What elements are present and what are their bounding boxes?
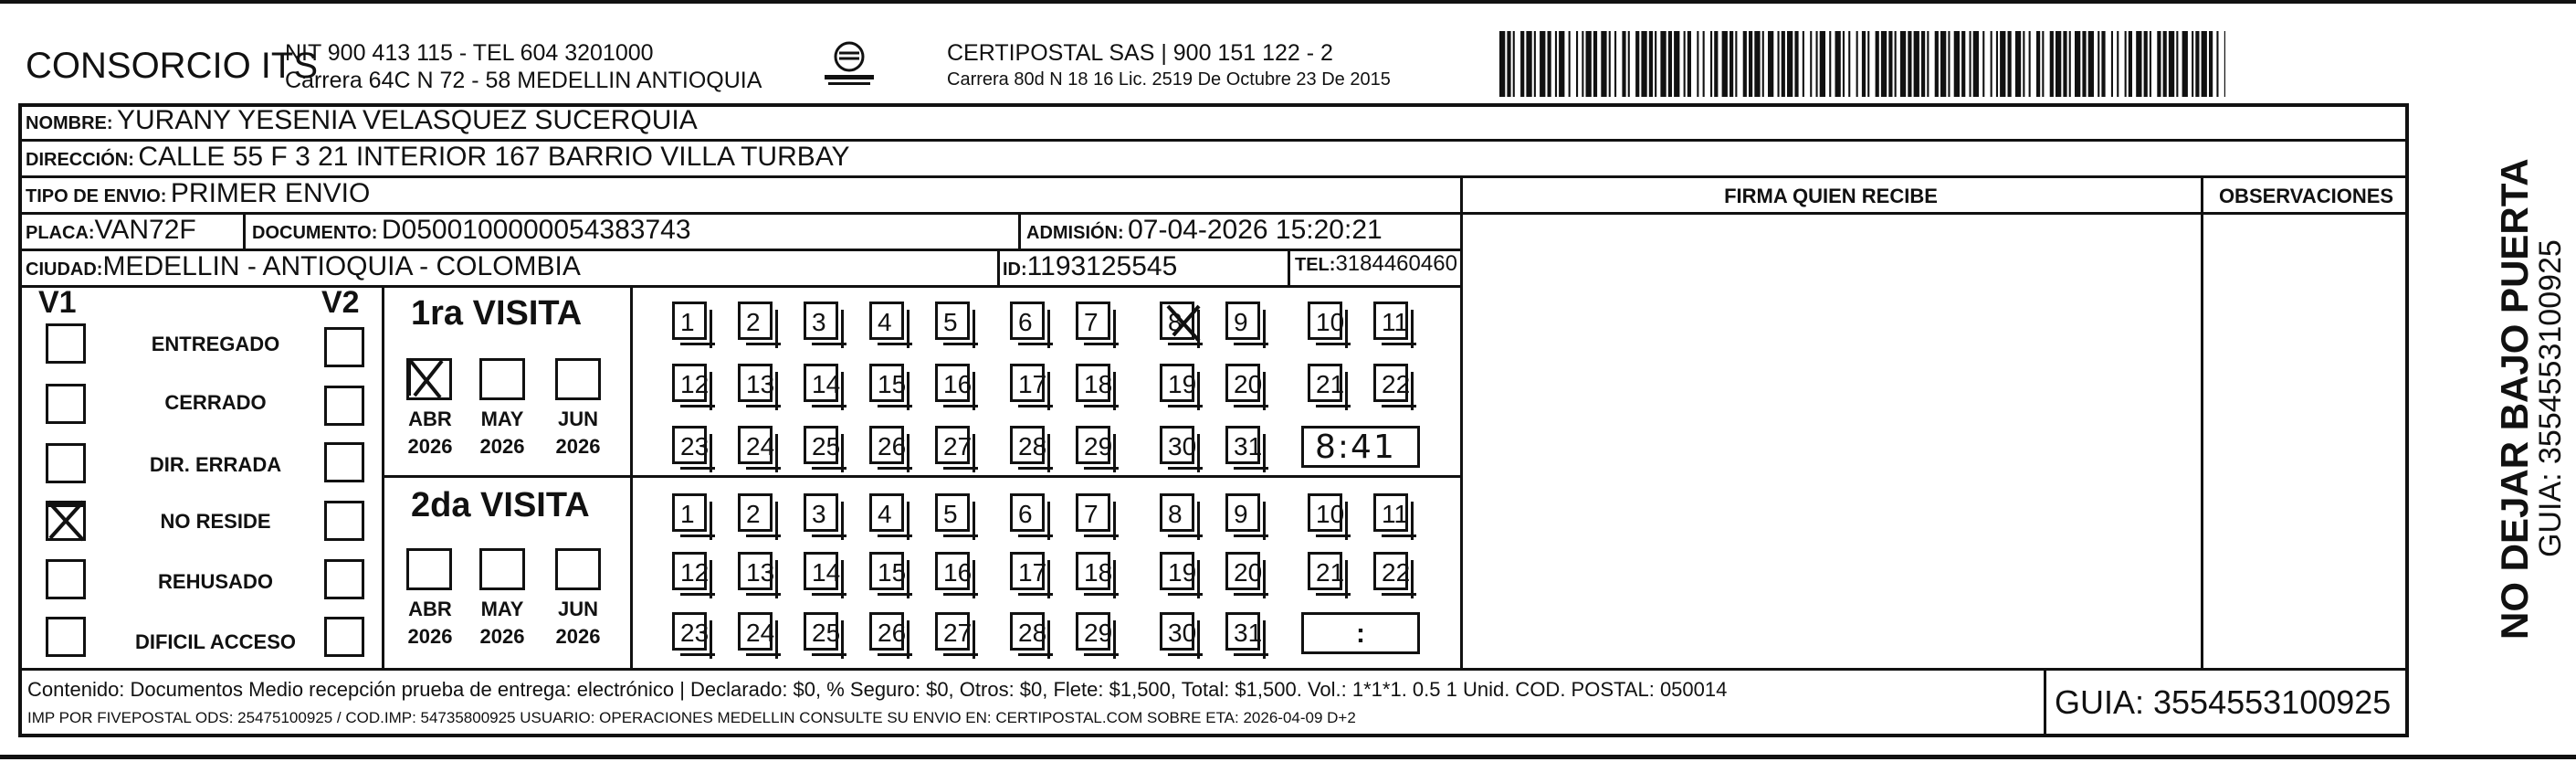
month-label: JUN bbox=[557, 407, 598, 430]
barcode-bar bbox=[1635, 31, 1639, 97]
v1-checkbox[interactable] bbox=[46, 559, 86, 599]
second-visit-time: : bbox=[1356, 619, 1365, 649]
first-visit-month-jun[interactable] bbox=[555, 358, 601, 400]
second-visit-day-box[interactable]: 15 bbox=[869, 552, 904, 590]
first-visit-day-box[interactable]: 19 bbox=[1160, 364, 1194, 402]
barcode-bar bbox=[1513, 31, 1515, 97]
month-label: JUN bbox=[557, 598, 598, 620]
company-name: CONSORCIO ITS bbox=[26, 46, 319, 86]
barcode-bar bbox=[2182, 31, 2188, 97]
carrier-address: Carrera 80d N 18 16 Lic. 2519 De Octubre 23 De 2015 bbox=[947, 69, 1391, 90]
barcode-bar bbox=[1710, 31, 1712, 97]
second-visit-month-may[interactable] bbox=[479, 548, 525, 590]
year-label: 2026 bbox=[407, 625, 453, 648]
v2-checkbox[interactable] bbox=[324, 559, 364, 599]
barcode-bar bbox=[2129, 31, 2132, 97]
barcode-bar bbox=[1816, 31, 1818, 97]
second-visit-day-box[interactable]: 20 bbox=[1225, 552, 1260, 590]
barcode-bar bbox=[2176, 31, 2178, 97]
barcode-bar bbox=[2015, 31, 2021, 97]
second-visit-day-box[interactable]: 14 bbox=[804, 552, 838, 590]
first-visit-day-box[interactable]: 2 bbox=[738, 302, 773, 340]
first-visit-day-box[interactable]: 22 bbox=[1373, 364, 1408, 402]
side-no-dejar-bajo-puerta: NO DEJAR BAJO PUERTA bbox=[2493, 158, 2536, 640]
first-visit-day-box[interactable]: 15 bbox=[869, 364, 904, 402]
v2-header: V2 bbox=[321, 285, 360, 320]
barcode-bar bbox=[1856, 31, 1858, 97]
barcode-bar bbox=[1743, 31, 1747, 97]
barcode-bar bbox=[1684, 31, 1686, 97]
row-divider bbox=[18, 175, 2409, 178]
barcode-bar bbox=[1900, 31, 1906, 97]
barcode-bar bbox=[1668, 31, 1672, 97]
barcode-bar bbox=[1555, 31, 1557, 97]
first-visit-day-box[interactable]: 16 bbox=[935, 364, 970, 402]
barcode-bar bbox=[2063, 31, 2066, 97]
first-visit-day-box[interactable]: 6 bbox=[1010, 302, 1045, 340]
first-visit-day-box[interactable]: 7 bbox=[1076, 302, 1110, 340]
top-border bbox=[0, 0, 2576, 4]
barcode-bar bbox=[1787, 31, 1793, 97]
v1-checkbox-no-reside[interactable] bbox=[46, 501, 86, 541]
barcode-bar bbox=[2050, 31, 2054, 97]
observaciones-header: OBSERVACIONES bbox=[2218, 185, 2394, 207]
barcode-bar bbox=[1927, 31, 1929, 97]
first-visit-day-box[interactable]: 24 bbox=[738, 426, 773, 464]
barcode-bar bbox=[1940, 31, 1946, 97]
barcode-bar bbox=[1991, 31, 1992, 97]
barcode-bar bbox=[2082, 31, 2086, 97]
second-visit-day-box[interactable]: 16 bbox=[935, 552, 970, 590]
second-visit-day-box[interactable]: 4 bbox=[869, 493, 904, 532]
direccion-field: DIRECCIÓN: CALLE 55 F 3 21 INTERIOR 167 BARRIO VILLA TURBAY bbox=[26, 142, 850, 172]
month-label: ABR bbox=[408, 407, 452, 430]
barcode-bar bbox=[1730, 31, 1733, 97]
v2-checkbox[interactable] bbox=[324, 442, 364, 482]
first-visit-day-box[interactable]: 26 bbox=[869, 426, 904, 464]
barcode-bar bbox=[2136, 31, 2141, 97]
barcode-bar bbox=[1526, 31, 1531, 97]
barcode-bar bbox=[1534, 31, 1536, 97]
second-visit-day-box[interactable]: 19 bbox=[1160, 552, 1194, 590]
visit-divider bbox=[382, 475, 1461, 478]
barcode-bar bbox=[2069, 31, 2071, 97]
year-label: 2026 bbox=[555, 435, 601, 458]
imp-text: IMP POR FIVEPOSTAL ODS: 25475100925 / COD.IMP: 54735800925 USUARIO: OPERACIONES MEDELLIN CONSULTE SU ENVIO EN: CERTIPOSTAL.COM SOBRE ETA: 2026-04-09 D+2 bbox=[27, 709, 1356, 726]
second-visit-day-box[interactable]: 31 bbox=[1225, 612, 1260, 651]
second-visit-time-box[interactable] bbox=[1301, 612, 1420, 654]
year-label: 2026 bbox=[555, 625, 601, 648]
barcode-bar bbox=[2209, 31, 2213, 97]
barcode-bar bbox=[2169, 31, 2174, 97]
first-visit-day-box[interactable]: 31 bbox=[1225, 426, 1260, 464]
second-visit-month-jun[interactable] bbox=[555, 548, 601, 590]
second-visit-day-box[interactable]: 7 bbox=[1076, 493, 1110, 532]
first-visit-day-box[interactable]: 25 bbox=[804, 426, 838, 464]
second-visit-day-box[interactable]: 29 bbox=[1076, 612, 1110, 651]
v2-checkbox[interactable] bbox=[324, 617, 364, 657]
barcode-bar bbox=[1961, 31, 1965, 97]
barcode-bar bbox=[2098, 31, 2099, 97]
barcode-bar bbox=[1569, 31, 1571, 97]
barcode-bar bbox=[1660, 31, 1666, 97]
first-visit-time-box[interactable] bbox=[1301, 426, 1420, 468]
barcode-bar bbox=[1499, 31, 1505, 97]
barcode-bar bbox=[1703, 31, 1705, 97]
first-visit-day-box[interactable]: 29 bbox=[1076, 426, 1110, 464]
barcode-bar bbox=[2192, 31, 2193, 97]
barcode-bar bbox=[1848, 31, 1850, 97]
barcode-bar bbox=[2144, 31, 2148, 97]
second-visit-day-box[interactable]: 25 bbox=[804, 612, 838, 651]
first-visit-day-box[interactable]: 5 bbox=[935, 302, 970, 340]
barcode-bar bbox=[1996, 31, 1998, 97]
status-cerrado: CERRADO bbox=[164, 391, 267, 414]
firma-header: FIRMA QUIEN RECIBE bbox=[1724, 185, 1938, 207]
barcode-bar bbox=[1935, 31, 1939, 97]
first-visit-day-box[interactable]: 27 bbox=[935, 426, 970, 464]
barcode-bar bbox=[1622, 31, 1625, 97]
barcode-bar bbox=[1559, 31, 1564, 97]
barcode-bar bbox=[1507, 31, 1510, 97]
barcode-bar bbox=[1820, 31, 1825, 97]
barcode-bar bbox=[1722, 31, 1728, 97]
barcode bbox=[1499, 31, 2225, 97]
col-divider bbox=[1018, 212, 1021, 249]
nombre-field: NOMBRE: YURANY YESENIA VELASQUEZ SUCERQUIA bbox=[26, 105, 698, 135]
barcode-bar bbox=[2125, 31, 2127, 97]
second-visit-day-box[interactable]: 22 bbox=[1373, 552, 1408, 590]
first-visit-day-box[interactable]: 12 bbox=[672, 364, 707, 402]
barcode-bar bbox=[1921, 31, 1925, 97]
second-visit-day-box[interactable]: 12 bbox=[672, 552, 707, 590]
second-visit-day-box[interactable]: 17 bbox=[1010, 552, 1045, 590]
barcode-bar bbox=[2111, 31, 2113, 97]
barcode-bar bbox=[2195, 31, 2199, 97]
second-visit-day-box[interactable]: 26 bbox=[869, 612, 904, 651]
second-visit-day-box[interactable]: 5 bbox=[935, 493, 970, 532]
barcode-bar bbox=[2029, 31, 2031, 97]
v2-checkbox[interactable] bbox=[324, 327, 364, 367]
barcode-bar bbox=[1582, 31, 1583, 97]
year-label: 2026 bbox=[479, 625, 525, 648]
v2-checkbox[interactable] bbox=[324, 501, 364, 541]
barcode-bar bbox=[1876, 31, 1879, 97]
barcode-bar bbox=[2150, 31, 2151, 97]
month-label: MAY bbox=[480, 598, 524, 620]
company-address: Carrera 64C N 72 - 58 MEDELLIN ANTIOQUIA bbox=[285, 68, 762, 93]
barcode-bar bbox=[2023, 31, 2024, 97]
second-visit-day-box[interactable]: 1 bbox=[672, 493, 707, 532]
footer-guia: GUIA: 3554553100925 bbox=[2055, 683, 2392, 721]
barcode-bar bbox=[1628, 31, 1630, 97]
barcode-bar bbox=[1697, 31, 1698, 97]
first-visit-day-box[interactable]: 14 bbox=[804, 364, 838, 402]
barcode-bar bbox=[1674, 31, 1679, 97]
barcode-bar bbox=[1601, 31, 1606, 97]
barcode-bar bbox=[1576, 31, 1578, 97]
barcode-bar bbox=[1614, 31, 1616, 97]
second-visit-day-box[interactable]: 10 bbox=[1308, 493, 1342, 532]
barcode-bar bbox=[2117, 31, 2119, 97]
second-visit-day-box[interactable]: 6 bbox=[1010, 493, 1045, 532]
first-visit-day-box[interactable]: 13 bbox=[738, 364, 773, 402]
second-visit-day-box[interactable]: 27 bbox=[935, 612, 970, 651]
barcode-bar bbox=[2157, 31, 2161, 97]
barcode-bar bbox=[1954, 31, 1960, 97]
barcode-bar bbox=[2163, 31, 2167, 97]
v1-checkbox[interactable] bbox=[46, 443, 86, 483]
year-label: 2026 bbox=[407, 435, 453, 458]
v1-header: V1 bbox=[38, 285, 77, 320]
month-label: ABR bbox=[408, 598, 452, 620]
barcode-bar bbox=[1829, 31, 1831, 97]
second-visit-day-box[interactable]: 2 bbox=[738, 493, 773, 532]
first-visit-day-box-marked[interactable]: 8 bbox=[1160, 302, 1194, 340]
admision-field: ADMISIÓN: 07-04-2026 15:20:21 bbox=[1026, 215, 1383, 245]
first-visit-day-box[interactable]: 18 bbox=[1076, 364, 1110, 402]
barcode-bar bbox=[1895, 31, 1897, 97]
first-visit-day-box[interactable]: 10 bbox=[1308, 302, 1342, 340]
row-divider bbox=[18, 285, 1461, 288]
barcode-bar bbox=[1548, 31, 1551, 97]
second-visit-day-box[interactable]: 23 bbox=[672, 612, 707, 651]
documento-field: DOCUMENTO: D0500100000054383743 bbox=[252, 215, 691, 245]
second-visit-month-abr[interactable] bbox=[406, 548, 452, 590]
col-divider bbox=[243, 212, 246, 249]
handwritten-x-mark bbox=[1161, 299, 1208, 346]
footer-col-divider bbox=[2044, 668, 2046, 737]
barcode-bar bbox=[1881, 31, 1887, 97]
barcode-bar bbox=[2008, 31, 2012, 97]
barcode-bar bbox=[2202, 31, 2207, 97]
year-label: 2026 bbox=[479, 435, 525, 458]
second-visit-day-box[interactable]: 24 bbox=[738, 612, 773, 651]
company-nit: NIT 900 413 115 - TEL 604 3201000 bbox=[285, 40, 654, 66]
second-visit-title: 2da VISITA bbox=[411, 486, 590, 524]
barcode-bar bbox=[1641, 31, 1646, 97]
barcode-bar bbox=[1973, 31, 1979, 97]
bottom-border bbox=[0, 755, 2576, 759]
status-no-reside: NO RESIDE bbox=[160, 510, 271, 533]
first-visit-day-box[interactable]: 4 bbox=[869, 302, 904, 340]
barcode-bar bbox=[1586, 31, 1592, 97]
ciudad-field: CIUDAD:MEDELLIN - ANTIOQUIA - COLOMBIA bbox=[26, 251, 581, 281]
second-visit-day-box[interactable]: 13 bbox=[738, 552, 773, 590]
barcode-bar bbox=[2224, 31, 2225, 97]
first-visit-day-box[interactable]: 30 bbox=[1160, 426, 1194, 464]
barcode-bar bbox=[1914, 31, 1919, 97]
id-field: ID:1193125545 bbox=[1003, 251, 1178, 281]
tipo-envio-field: TIPO DE ENVIO: PRIMER ENVIO bbox=[26, 178, 371, 208]
second-visit-day-box[interactable]: 3 bbox=[804, 493, 838, 532]
v1-checkbox[interactable] bbox=[46, 617, 86, 657]
first-visit-day-box[interactable]: 11 bbox=[1373, 302, 1408, 340]
first-visit-day-box[interactable]: 20 bbox=[1225, 364, 1260, 402]
barcode-bar bbox=[1609, 31, 1611, 97]
tel-field: TEL:3184460460 bbox=[1295, 251, 1457, 276]
v1-checkbox[interactable] bbox=[46, 323, 86, 364]
barcode-bar bbox=[1762, 31, 1764, 97]
certipostal-logo bbox=[817, 37, 881, 91]
barcode-bar bbox=[2088, 31, 2094, 97]
second-visit-day-box[interactable]: 8 bbox=[1160, 493, 1194, 532]
barcode-bar bbox=[2000, 31, 2005, 97]
barcode-bar bbox=[1735, 31, 1737, 97]
barcode-bar bbox=[1714, 31, 1718, 97]
barcode-bar bbox=[1843, 31, 1845, 97]
status-entregado: ENTREGADO bbox=[151, 333, 280, 355]
col-divider bbox=[1288, 249, 1290, 285]
barcode-bar bbox=[2101, 31, 2105, 97]
barcode-bar bbox=[1862, 31, 1866, 97]
first-visit-day-box[interactable]: 28 bbox=[1010, 426, 1045, 464]
barcode-bar bbox=[1649, 31, 1653, 97]
second-visit-day-box[interactable]: 30 bbox=[1160, 612, 1194, 651]
barcode-bar bbox=[2042, 31, 2044, 97]
v2-checkbox[interactable] bbox=[324, 386, 364, 426]
status-dir-errada: DIR. ERRADA bbox=[149, 453, 282, 476]
barcode-bar bbox=[1794, 31, 1798, 97]
second-visit-day-box[interactable]: 28 bbox=[1010, 612, 1045, 651]
first-visit-title: 1ra VISITA bbox=[411, 294, 583, 333]
barcode-bar bbox=[1520, 31, 1524, 97]
barcode-bar bbox=[1810, 31, 1812, 97]
col-divider bbox=[2201, 175, 2203, 669]
barcode-bar bbox=[1970, 31, 1971, 97]
col-divider bbox=[1460, 175, 1463, 669]
month-label: MAY bbox=[480, 407, 524, 430]
barcode-bar bbox=[1754, 31, 1760, 97]
barcode-bar bbox=[1593, 31, 1597, 97]
side-guia: GUIA: 3554553100925 bbox=[2533, 239, 2568, 557]
second-visit-day-box[interactable]: 11 bbox=[1373, 493, 1408, 532]
first-visit-day-box[interactable]: 1 bbox=[672, 302, 707, 340]
first-visit-day-box[interactable]: 23 bbox=[672, 426, 707, 464]
first-visit-day-box[interactable]: 9 bbox=[1225, 302, 1260, 340]
handwritten-x-mark bbox=[405, 354, 458, 405]
barcode-bar bbox=[2216, 31, 2218, 97]
barcode-bar bbox=[2056, 31, 2061, 97]
barcode-bar bbox=[1982, 31, 1984, 97]
barcode-bar bbox=[1768, 31, 1773, 97]
first-visit-time: 8:41 bbox=[1315, 429, 1396, 466]
second-visit-day-box[interactable]: 9 bbox=[1225, 493, 1260, 532]
barcode-bar bbox=[1778, 31, 1780, 97]
second-visit-day-box[interactable]: 21 bbox=[1308, 552, 1342, 590]
barcode-bar bbox=[1540, 31, 1545, 97]
status-dificil-acceso: DIFICIL ACCESO bbox=[134, 630, 296, 653]
first-visit-day-box[interactable]: 21 bbox=[1308, 364, 1342, 402]
barcode-bar bbox=[1867, 31, 1869, 97]
barcode-bar bbox=[1782, 31, 1785, 97]
col-divider bbox=[997, 249, 1000, 285]
barcode-bar bbox=[1908, 31, 1911, 97]
handwritten-x-mark bbox=[43, 496, 94, 547]
placa-field: PLACA:VAN72F bbox=[26, 215, 196, 245]
barcode-bar bbox=[1688, 31, 1691, 97]
first-visit-day-box[interactable]: 17 bbox=[1010, 364, 1045, 402]
v1-checkbox[interactable] bbox=[46, 384, 86, 424]
barcode-bar bbox=[1655, 31, 1656, 97]
barcode-bar bbox=[2075, 31, 2080, 97]
barcode-bar bbox=[1948, 31, 1950, 97]
barcode-bar bbox=[2036, 31, 2040, 97]
first-visit-month-may[interactable] bbox=[479, 358, 525, 400]
status-rehusado: REHUSADO bbox=[158, 570, 273, 593]
first-visit-month-abr[interactable] bbox=[406, 358, 452, 400]
barcode-bar bbox=[1803, 31, 1804, 97]
barcode-bar bbox=[1835, 31, 1841, 97]
barcode-bar bbox=[1888, 31, 1892, 97]
footer-divider bbox=[18, 668, 2409, 671]
barcode-bar bbox=[1749, 31, 1752, 97]
second-visit-day-box[interactable]: 18 bbox=[1076, 552, 1110, 590]
first-visit-day-box[interactable]: 3 bbox=[804, 302, 838, 340]
contenido-text: Contenido: Documentos Medio recepción prueba de entrega: electrónico | Declarado: $0, % Seguro: $0, Otros: $0, Flete: $1,500, Total: $1,500. Vol.: 1*1*1. 0.5 1 Unid. COD. POSTAL: 050014 bbox=[27, 678, 1728, 701]
carrier-name: CERTIPOSTAL SAS | 900 151 122 - 2 bbox=[947, 40, 1333, 66]
